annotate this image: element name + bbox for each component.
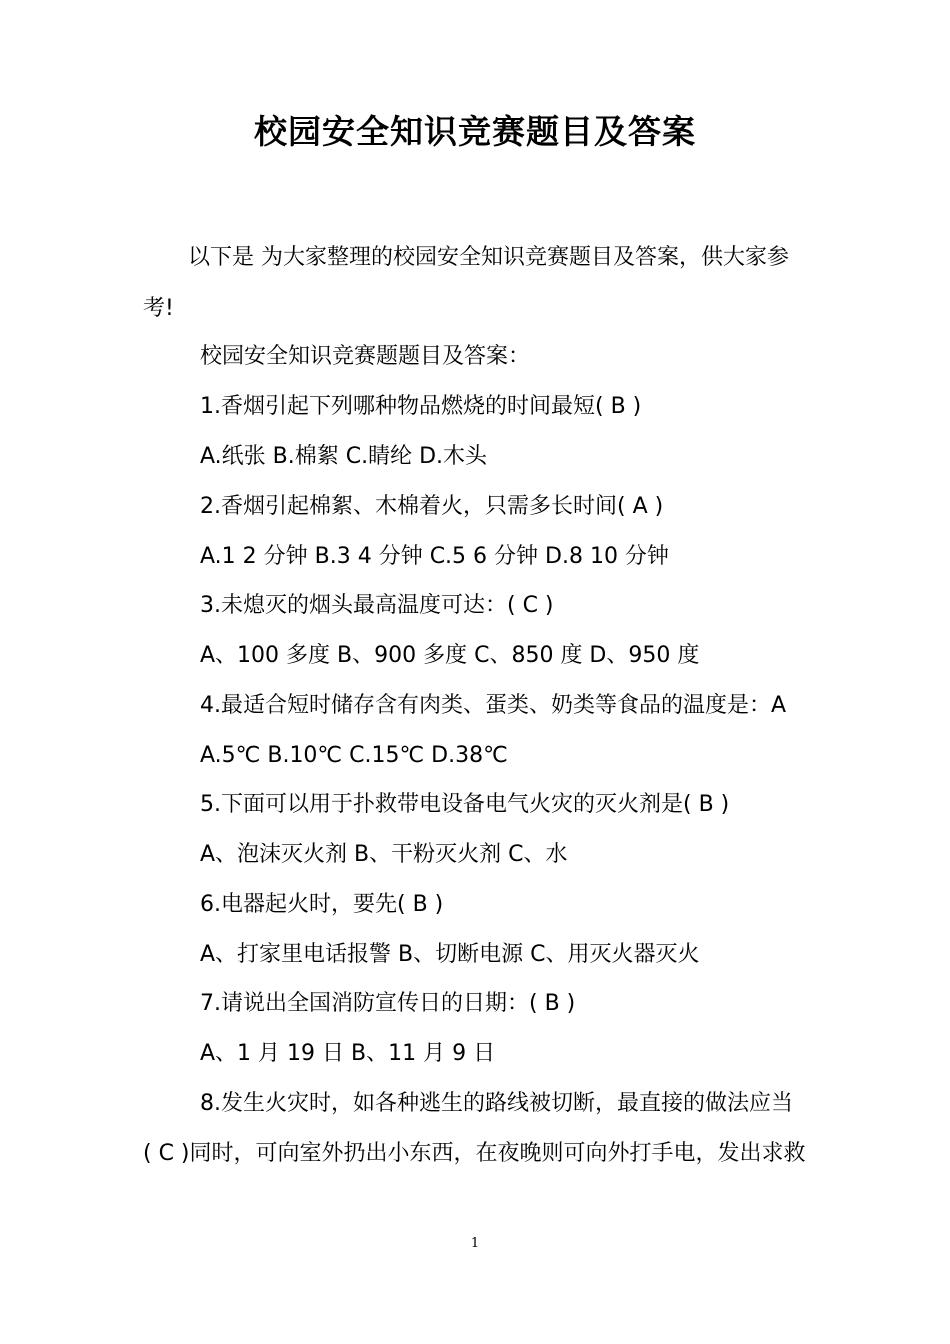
intro-paragraph-line-1: 以下是 为大家整理的校园安全知识竞赛题目及答案，供大家参 [188,245,789,270]
answer-options-2: A.1 2 分钟 B.3 4 分钟 C.5 6 分钟 D.8 10 分钟 [200,544,669,569]
question-3: 3.未熄灭的烟头最高温度可达：( C ) [200,593,554,618]
section-heading: 校园安全知识竞赛题题目及答案： [200,344,531,369]
question-2: 2.香烟引起棉絮、木棉着火，只需多长时间( A ) [200,494,664,519]
question-4: 4.最适合短时储存含有肉类、蛋类、奶类等食品的温度是：A [200,693,787,718]
answer-options-1: A.纸张 B.棉絮 C.睛纶 D.木头 [200,444,488,469]
answer-options-3: A、100 多度 B、900 多度 C、850 度 D、950 度 [200,643,700,668]
document-title: 校园安全知识竞赛题目及答案 [254,112,696,151]
answer-options-6: A、打家里电话报警 B、切断电源 C、用灭火器灭火 [200,942,700,967]
question-8: 8.发生火灾时，如各种逃生的路线被切断，最直接的做法应当 [200,1091,793,1116]
answer-options-7: A、1 月 19 日 B、11 月 9 日 [200,1041,496,1066]
page-number: 1 [470,1236,480,1251]
intro-paragraph-line-2: 考! [143,296,174,321]
question-1: 1.香烟引起下列哪种物品燃烧的时间最短( B ) [200,394,642,419]
question-8-continued: ( C )同时，可向室外扔出小东西，在夜晚则可向外打手电，发出求救 [143,1141,806,1166]
question-7: 7.请说出全国消防宣传日的日期：( B ) [200,991,576,1016]
question-5: 5.下面可以用于扑救带电设备电气火灾的灭火剂是( B ) [200,792,730,817]
answer-options-4: A.5℃ B.10℃ C.15℃ D.38℃ [200,743,508,768]
answer-options-5: A、泡沫灭火剂 B、干粉灭火剂 C、水 [200,842,568,867]
question-6: 6.电器起火时，要先( B ) [200,892,444,917]
